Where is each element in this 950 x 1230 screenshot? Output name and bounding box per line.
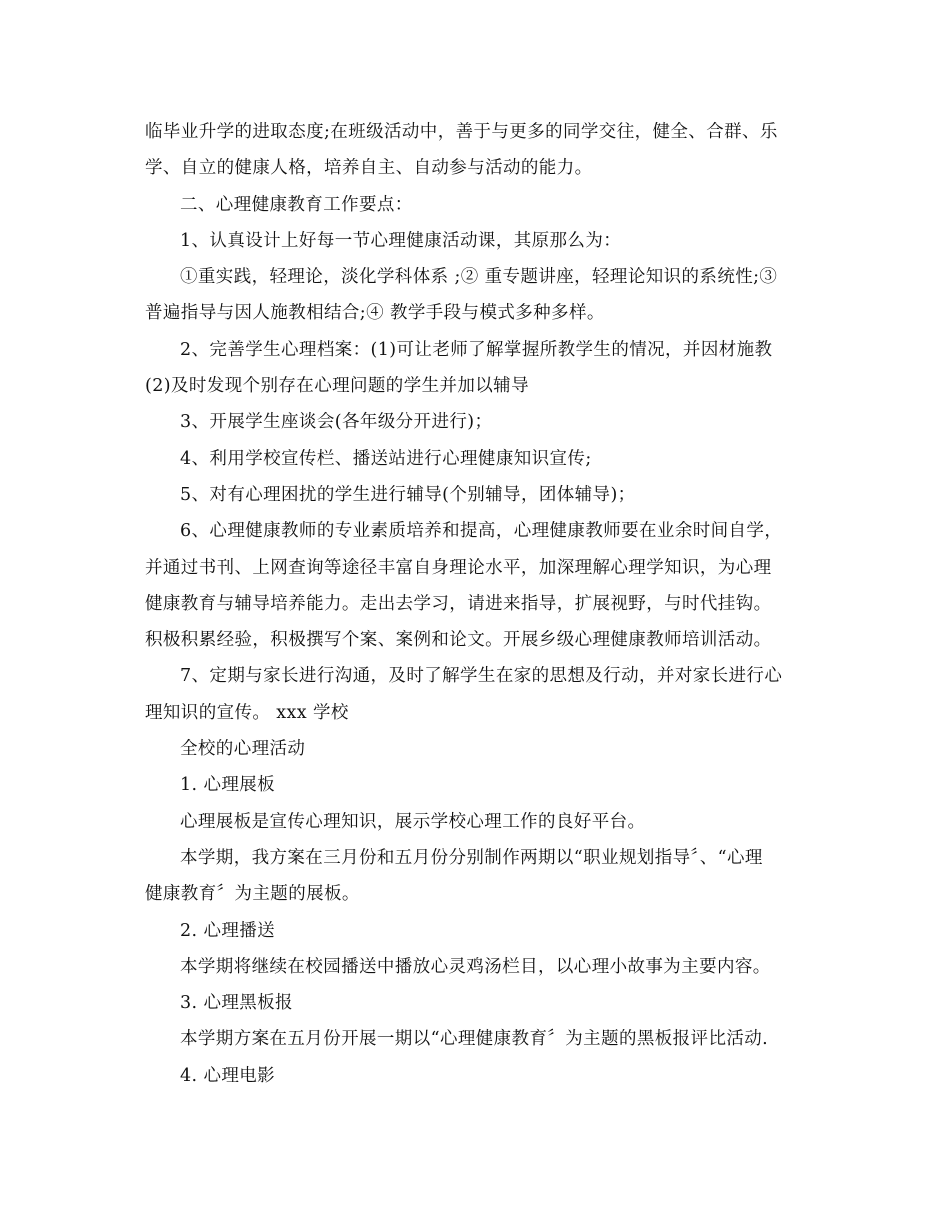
text-line: 健康教育〞为主题的展板。 [145,884,360,905]
text-line: 学、自立的健康人格，培养自主、自动参与活动的能力。 [145,158,593,179]
text-line: ①重实践，轻理论，淡化学科体系 ;② 重专题讲座，轻理论知识的系统性;③ [180,267,778,288]
text-line: (2)及时发现个别存在心理问题的学生并加以辅导 [145,376,529,397]
text-line: 3、开展学生座谈会(各年级分开进行)； [180,412,493,433]
item-heading: 1. 心理展板 [180,775,276,796]
item-heading: 4. 心理电影 [180,1065,276,1086]
text-line: 2、完善学生心理档案：(1)可让老师了解掌握所教学生的情况，并因材施教 [180,339,773,360]
text-line: 6、心理健康教师的专业素质培养和提高，心理健康教师要在业余时间自学， [180,521,783,542]
text-line: 5、对有心理困扰的学生进行辅导(个别辅导，团体辅导)； [180,484,636,505]
text-line: 临毕业升学的进取态度;在班级活动中，善于与更多的同学交往，健全、合群、乐 [145,122,778,142]
text-line: 心理展板是宣传心理知识，展示学校心理工作的良好平台。 [180,811,646,832]
text-line: 健康教育与辅导培养能力。走出去学习，请进来指导，扩展视野，与时代挂钩。 [145,593,772,614]
text-line: 理知识的宣传。 xxx 学校 [145,702,349,723]
document-body [145,114,815,1094]
text-line: 并通过书刊、上网查询等途径丰富自身理论水平，加深理解心理学知识，为心理 [145,557,772,578]
text-line: 4、利用学校宣传栏、播送站进行心理健康知识宣传; [180,448,592,469]
text-line: 本学期将继续在校园播送中播放心灵鸡汤栏目，以心理小故事为主要内容。 [180,956,771,977]
item-heading: 3. 心理黑板报 [180,993,293,1014]
text-line: 本学期方案在五月份开展一期以“心理健康教育〞为主题的黑板报评比活动. [180,1029,769,1050]
text-line: 本学期，我方案在三月份和五月份分别制作两期以“职业规划指导〞、“心理 [180,847,763,868]
text-line: 积极积累经验，积极撰写个案、案例和论文。开展乡级心理健康教师培训活动。 [145,630,772,651]
section-heading: 二、心理健康教育工作要点： [180,194,413,215]
text-line: 1、认真设计上好每一节心理健康活动课，其原那么为： [180,230,622,251]
text-line: 7、定期与家长进行沟通，及时了解学生在家的思想及行动，并对家长进行心 [180,666,783,687]
section-heading: 全校的心理活动 [180,739,306,760]
text-line: 普遍指导与因人施教相结合;④ 教学手段与模式多种多样。 [145,303,605,324]
item-heading: 2. 心理播送 [180,920,276,941]
